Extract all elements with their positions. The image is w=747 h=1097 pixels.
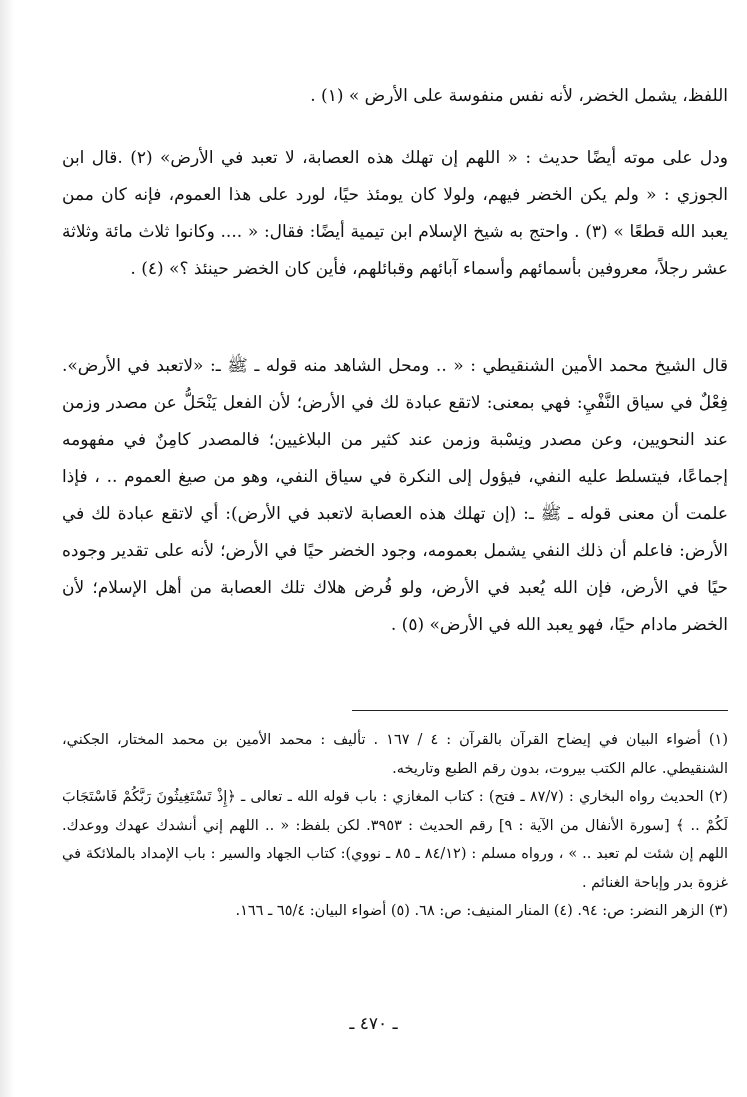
footnote-text: الحديث رواه البخاري : (٨٧/٧ ـ فتح) : كتاب المغازي : باب قوله الله ـ تعالى ـ ﴿إِذْ تَسْتَغِيثُونَ رَبَّكُمْ فَاسْتَجَابَ لَكُمْ .. ﴾ [سورة الأنفال من الآية : ٩] رقم الحديث : ٣٩٥٣. لكن بلفظ: « .. اللهم إني أنشدك عهدك ووعدك. اللهم إن شئت لم تعبد .. » ، ورواه مسلم : (٨٤/١٢ ـ ٨٥ ـ نووي): كتاب الجهاد والسير : باب الإمداد بالملائكة في غزوة بدر وإباحة الغنائم .: [62, 789, 729, 891]
footnote-3: [62, 897, 728, 926]
scan-shadow-edge: [0, 0, 14, 1097]
paragraph-2: ودل على موته أيضًا حديث : « اللهم إن تهلك هذه العصابة، لا تعبد في الأرض» (٢) .قال ابن الجوزي : « ولم يكن الخضر فيهم، ولولا كان يومئذ حيًا، لورد على هذا العموم، فإنه كان ممن يعبد الله قطعًا » (٣) . واحتج به شيخ الإسلام ابن تيمية أيضًا: فقال: « .... وكانوا ثلاث مائة وثلاثة عشر رجلاً، معروفين بأسمائهم وأسماء آبائهم وقبائلهم، فأين كان الخضر حينئذ ؟» (٤) .: [62, 148, 728, 279]
footnotes: [62, 726, 728, 926]
page-number: ـ ٤٧٠ ـ: [349, 1014, 398, 1034]
paragraph-3: قال الشيخ محمد الأمين الشنقيطي : « .. ومحل الشاهد منه قوله ـ ﷺ ـ: «لاتعبد في الأرض». فِعْلٌ في سياق النَّفْيِ: فهي بمعنى: لاتقع عبادة لك في الأرض؛ لأن الفعل يَنْحَلُّ عن مصدر وزمن عند النحويين، وعن مصدر ونِسْبة وزمن عند كثير من البلاغيين؛ فالمصدر كامِنٌ في مفهومه إجماعًا، فيتسلط عليه النفي، فيؤول إلى النكرة في سياق النفي، وهو من صيغ العموم .. ، فإذا علمت أن معنى قوله ـ ﷺ ـ: (إن تهلك هذه العصابة لاتعبد في الأرض): أي لاتقع عبادة لك في الأرض: فاعلم أن ذلك النفي يشمل بعمومه، وجود الخضر حيًا في الأرض؛ لأنه على تقدير وجوده حيًا في الأرض، فإن الله يُعبد في الأرض، ولو فُرض هلاك تلك العصابة من أهل الإسلام؛ لأن الخضر مادام حيًا، فهو يعبد الله في الأرض» (٥) .: [62, 356, 728, 635]
footnote-1: [62, 726, 728, 783]
footnote-separator: [352, 710, 728, 711]
paragraph-1: اللفظ، يشمل الخضر، لأنه نفس منفوسة على الأرض » (١) .: [310, 86, 728, 106]
footnote-text: الزهر النضر: ص: ٩٤. (٤) المنار المنيف: ص: ٦٨. (٥) أضواء البيان: ٦٥/٤ ـ ١٦٦.: [235, 903, 705, 919]
footnote-marker: (٢): [708, 789, 728, 805]
footnote-2: [62, 783, 728, 897]
footnote-marker: (١): [708, 732, 728, 748]
footnote-marker: (٣): [708, 903, 728, 919]
footnote-text: أضواء البيان في إيضاح القرآن بالقرآن : ٤ / ١٦٧ . تأليف : محمد الأمين بن محمد المختار، الجكني، الشنقيطي. عالم الكتب بيروت، بدون رقم الطبع وتاريخه.: [62, 732, 728, 777]
